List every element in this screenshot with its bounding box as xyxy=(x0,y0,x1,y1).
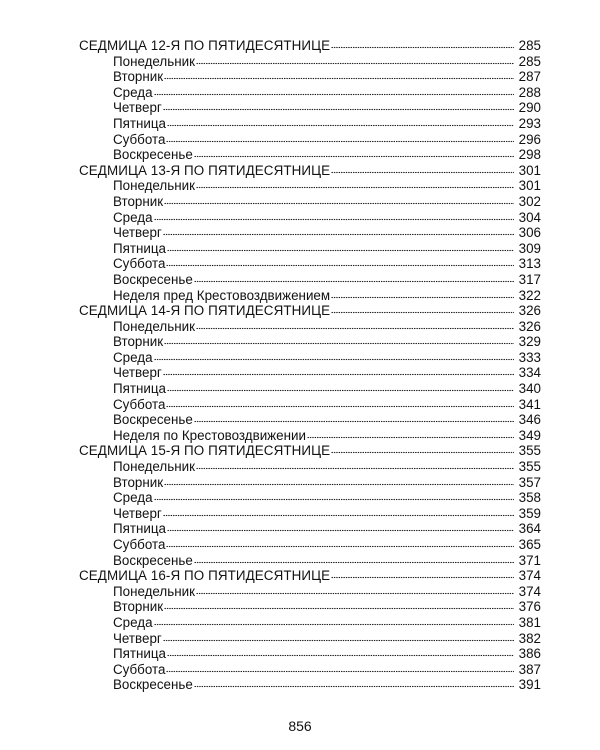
dot-leader xyxy=(166,140,514,143)
toc-entry xyxy=(79,365,541,381)
entry-page-number: 317 xyxy=(518,271,541,287)
dot-leader xyxy=(194,685,514,688)
entry-page-number: 326 xyxy=(518,318,541,334)
dot-leader xyxy=(154,218,514,221)
entry-title: Неделя пред Крестовоздвижением xyxy=(113,287,331,303)
entry-page-number: 301 xyxy=(518,178,541,194)
section-title: СЕДМИЦА 14-Я ПО ПЯТИДЕСЯТНИЦЕ xyxy=(79,303,331,319)
entry-title: Суббота xyxy=(113,661,166,677)
dot-leader xyxy=(164,342,514,345)
dot-leader xyxy=(167,249,514,252)
entry-page-number: 313 xyxy=(518,256,541,272)
entry-page-number: 391 xyxy=(518,677,541,693)
dot-leader xyxy=(331,46,514,49)
entry-title: Четверг xyxy=(113,630,162,646)
entry-page-number: 381 xyxy=(518,614,541,630)
entry-title: Воскресенье xyxy=(113,412,193,428)
entry-title: Понедельник xyxy=(113,53,195,69)
toc-entry xyxy=(79,553,541,569)
entry-title: Вторник xyxy=(113,334,164,350)
entry-title: Пятница xyxy=(113,240,167,256)
toc-entry xyxy=(79,350,541,366)
toc-entry xyxy=(79,54,541,70)
entry-title: Пятница xyxy=(113,646,167,662)
entry-page-number: 285 xyxy=(518,53,541,69)
entry-page-number: 386 xyxy=(518,646,541,662)
entry-page-number: 374 xyxy=(518,568,541,584)
entry-title: Воскресенье xyxy=(113,271,193,287)
entry-page-number: 285 xyxy=(518,38,541,53)
page-number: 856 xyxy=(288,718,312,734)
entry-page-number: 358 xyxy=(518,490,541,506)
toc-entry xyxy=(79,584,541,600)
entry-page-number: 302 xyxy=(518,193,541,209)
dot-leader xyxy=(166,545,514,548)
toc-entry xyxy=(79,85,541,101)
dot-leader xyxy=(167,389,514,392)
entry-page-number: 349 xyxy=(518,427,541,443)
entry-title: Суббота xyxy=(113,396,166,412)
entry-page-number: 340 xyxy=(518,381,541,397)
entry-page-number: 309 xyxy=(518,240,541,256)
entry-title: Четверг xyxy=(113,365,162,381)
dot-leader xyxy=(194,420,514,423)
entry-title: Суббота xyxy=(113,131,166,147)
toc-entry xyxy=(79,490,541,506)
entry-title: Неделя по Крестовоздвижении xyxy=(113,427,306,443)
dot-leader xyxy=(163,108,514,111)
entry-page-number: 293 xyxy=(518,115,541,131)
entry-page-number: 322 xyxy=(518,287,541,303)
toc-section-heading xyxy=(79,38,541,54)
dot-leader xyxy=(164,77,514,80)
toc-entry xyxy=(79,272,541,288)
entry-title: Среда xyxy=(113,490,153,506)
entry-page-number: 357 xyxy=(518,474,541,490)
dot-leader xyxy=(196,327,514,330)
dot-leader xyxy=(163,233,514,236)
dot-leader xyxy=(164,483,514,486)
section-title: СЕДМИЦА 12-Я ПО ПЯТИДЕСЯТНИЦЕ xyxy=(79,38,331,53)
dot-leader xyxy=(163,373,514,376)
dot-leader xyxy=(164,607,514,610)
entry-title: Четверг xyxy=(113,505,162,521)
toc-entry xyxy=(79,319,541,335)
toc-section-heading xyxy=(79,303,541,319)
entry-title: Понедельник xyxy=(113,459,195,475)
entry-page-number: 306 xyxy=(518,225,541,241)
entry-page-number: 374 xyxy=(518,583,541,599)
entry-page-number: 371 xyxy=(518,552,541,568)
toc-entry xyxy=(79,677,541,693)
entry-title: Пятница xyxy=(113,521,167,537)
toc-entry xyxy=(79,194,541,210)
entry-page-number: 290 xyxy=(518,100,541,116)
entry-title: Понедельник xyxy=(113,583,195,599)
dot-leader xyxy=(196,467,514,470)
dot-leader xyxy=(331,576,514,579)
entry-page-number: 355 xyxy=(518,443,541,459)
dot-leader xyxy=(167,529,514,532)
entry-title: Четверг xyxy=(113,100,162,116)
dot-leader xyxy=(154,498,514,501)
toc-entry xyxy=(79,506,541,522)
entry-page-number: 382 xyxy=(518,630,541,646)
toc-entry xyxy=(79,210,541,226)
entry-page-number: 364 xyxy=(518,521,541,537)
entry-title: Пятница xyxy=(113,381,167,397)
toc-entry xyxy=(79,132,541,148)
entry-page-number: 326 xyxy=(518,303,541,319)
dot-leader xyxy=(331,451,514,454)
entry-title: Четверг xyxy=(113,225,162,241)
toc-entry xyxy=(79,288,541,304)
dot-leader xyxy=(331,296,514,299)
entry-page-number: 359 xyxy=(518,505,541,521)
toc-entry xyxy=(79,412,541,428)
entry-page-number: 341 xyxy=(518,396,541,412)
entry-title: Вторник xyxy=(113,474,164,490)
dot-leader xyxy=(166,405,514,408)
toc-entry xyxy=(79,537,541,553)
toc-entry xyxy=(79,599,541,615)
toc-entry xyxy=(79,662,541,678)
entry-page-number: 355 xyxy=(518,459,541,475)
toc-entry xyxy=(79,631,541,647)
entry-page-number: 346 xyxy=(518,412,541,428)
section-title: СЕДМИЦА 15-Я ПО ПЯТИДЕСЯТНИЦЕ xyxy=(79,443,331,459)
entry-page-number: 298 xyxy=(518,147,541,163)
toc-entry xyxy=(79,69,541,85)
toc-entry xyxy=(79,459,541,475)
toc-entry xyxy=(79,381,541,397)
entry-title: Среда xyxy=(113,349,153,365)
dot-leader xyxy=(307,436,514,439)
toc-section-heading xyxy=(79,568,541,584)
toc-entry xyxy=(79,100,541,116)
entry-page-number: 333 xyxy=(518,349,541,365)
toc-entry xyxy=(79,147,541,163)
entry-title: Воскресенье xyxy=(113,552,193,568)
dot-leader xyxy=(164,202,514,205)
dot-leader xyxy=(154,623,514,626)
dot-leader xyxy=(167,124,514,127)
dot-leader xyxy=(194,280,514,283)
entry-title: Воскресенье xyxy=(113,677,193,693)
toc-entry xyxy=(79,646,541,662)
entry-title: Среда xyxy=(113,614,153,630)
toc-entry xyxy=(79,521,541,537)
entry-page-number: 387 xyxy=(518,661,541,677)
section-title: СЕДМИЦА 13-Я ПО ПЯТИДЕСЯТНИЦЕ xyxy=(79,162,331,178)
dot-leader xyxy=(331,311,514,314)
toc-entry xyxy=(79,397,541,413)
table-of-contents xyxy=(79,38,541,693)
toc-entry xyxy=(79,241,541,257)
dot-leader xyxy=(166,670,514,673)
dot-leader xyxy=(154,93,514,96)
entry-title: Суббота xyxy=(113,256,166,272)
entry-title: Суббота xyxy=(113,537,166,552)
dot-leader xyxy=(194,561,514,564)
dot-leader xyxy=(196,186,514,189)
dot-leader xyxy=(196,592,514,595)
entry-title: Среда xyxy=(113,84,153,100)
toc-entry xyxy=(79,334,541,350)
dot-leader xyxy=(167,654,514,657)
entry-title: Вторник xyxy=(113,193,164,209)
entry-title: Понедельник xyxy=(113,178,195,194)
dot-leader xyxy=(163,639,514,642)
entry-title: Понедельник xyxy=(113,318,195,334)
dot-leader xyxy=(196,62,514,65)
entry-page-number: 365 xyxy=(518,537,541,552)
dot-leader xyxy=(331,171,514,174)
entry-title: Воскресенье xyxy=(113,147,193,163)
entry-page-number: 334 xyxy=(518,365,541,381)
toc-entry xyxy=(79,116,541,132)
entry-title: Пятница xyxy=(113,115,167,131)
dot-leader xyxy=(154,358,514,361)
toc-entry xyxy=(79,428,541,444)
toc-section-heading xyxy=(79,443,541,459)
toc-entry xyxy=(79,256,541,272)
dot-leader xyxy=(194,155,514,158)
entry-page-number: 301 xyxy=(518,162,541,178)
entry-page-number: 287 xyxy=(518,69,541,85)
entry-page-number: 304 xyxy=(518,209,541,225)
entry-page-number: 288 xyxy=(518,84,541,100)
dot-leader xyxy=(163,514,514,517)
entry-title: Среда xyxy=(113,209,153,225)
toc-section-heading xyxy=(79,163,541,179)
entry-title: Вторник xyxy=(113,599,164,615)
dot-leader xyxy=(166,264,514,267)
toc-entry xyxy=(79,178,541,194)
section-title: СЕДМИЦА 16-Я ПО ПЯТИДЕСЯТНИЦЕ xyxy=(79,568,331,584)
entry-page-number: 376 xyxy=(518,599,541,615)
entry-title: Вторник xyxy=(113,69,164,85)
toc-entry xyxy=(79,615,541,631)
toc-entry xyxy=(79,225,541,241)
toc-entry xyxy=(79,475,541,491)
entry-page-number: 329 xyxy=(518,334,541,350)
entry-page-number: 296 xyxy=(518,131,541,147)
